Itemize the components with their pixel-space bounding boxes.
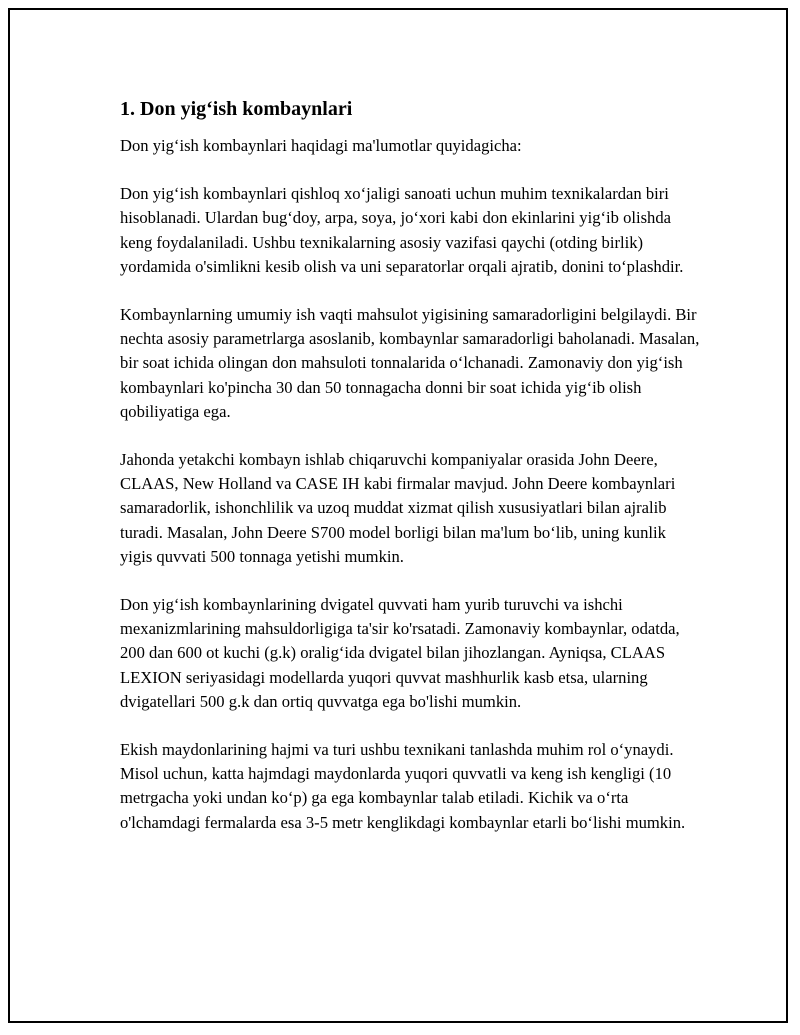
paragraph-manufacturers: Jahonda yetakchi kombayn ishlab chiqaruvchi kompaniyalar orasida John Deere, CLAAS, New Holland va CASE IH kabi firmalar mavjud. John Deere kombaynlari samaradorlik, ishonchlilik va uzoq muddat xizmat qilish xususiyatlari bilan ajralib turadi. Masalan, John Deere S700 model borligi bilan ma'lum bo‘lib, uning kunlik yigis quvvati 500 tonnaga yetishi mumkin. xyxy=(120,450,676,566)
paragraph-field-size: Ekish maydonlarining hajmi va turi ushbu texnikani tanlashda muhim rol o‘ynaydi. Misol uchun, katta hajmdagi maydonlarda yuqori quvvatli va keng ish kengligi (10 metrgacha yoki undan ko‘p) ga ega kombaynlar talab etiladi. Kichik va o‘rta o'lchamdagi fermalarda esa 3-5 metr kenglikdagi kombaynlar etarli bo‘lishi mumkin. xyxy=(120,740,686,832)
paragraph-engine-power: Don yig‘ish kombaynlarining dvigatel quvvati ham yurib turuvchi va ishchi mexanizmlarining mahsuldorligiga ta'sir ko'rsatadi. Zamonaviy kombaynlar, odatda, 200 dan 600 ot kuchi (g.k) oralig‘ida dvigatel bilan jihozlangan. Ayniqsa, CLAAS LEXION seriyasidagi modellarda yuqori quvvat mashhurlik kasb etsa, ularning dvigatellari 500 g.k dan ortiq quvvatga ega bo'lishi mumkin. xyxy=(120,595,680,711)
page-title: 1. Don yig‘ish kombaynlari xyxy=(120,98,353,120)
page-frame xyxy=(8,8,788,1023)
document-body xyxy=(120,96,700,859)
intro-paragraph: Don yig‘ish kombaynlari haqidagi ma'lumotlar quyidagicha: xyxy=(120,136,522,155)
paragraph-productivity: Kombaynlarning umumiy ish vaqti mahsulot yigisining samaradorligini belgilaydi. Bir nechta asosiy parametrlarga asoslanib, kombaynlar samaradorligi baholanadi. Masalan, bir soat ichida olingan don mahsuloti tonnalarida o‘lchanadi. Zamonaviy don yig‘ish kombaynlari ko'pincha 30 dan 50 tonnagacha donni bir soat ichida yig‘ib olish qobiliyatiga ega. xyxy=(120,305,700,421)
paragraph-purpose: Don yig‘ish kombaynlari qishloq xo‘jaligi sanoati uchun muhim texnikalardan biri hisoblanadi. Ulardan bug‘doy, arpa, soya, jo‘xori kabi don ekinlarini yig‘ib olishda keng foydalaniladi. Ushbu texnikalarning asosiy vazifasi qaychi (otding birlik) yordamida o'simlikni kesib olish va uni separatorlar orqali ajratib, donini to‘plashdir. xyxy=(120,184,684,276)
